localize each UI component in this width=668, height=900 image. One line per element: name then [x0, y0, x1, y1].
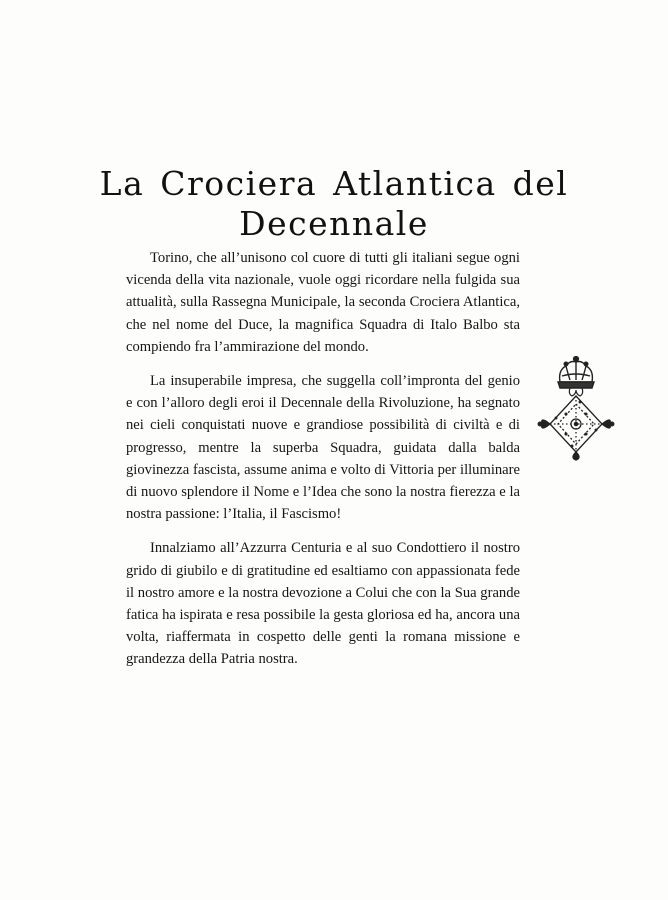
article-body	[126, 247, 520, 683]
paragraph-1: Torino, che all’unisono col cuore di tutti gli italiani segue ogni vicenda della vita nazionale, vuole oggi ricordare nella fulgida sua attualità, sulla Rassegna Municipale, la seconda Crociera Atlantica, che nel nome del Duce, la magnifica Squadra di Italo Balbo sta compiendo fra l’ammirazione del mondo.	[126, 250, 520, 355]
crowned-cross-emblem-icon	[536, 352, 616, 462]
page-title: La Crociera Atlantica del Decennale	[99, 164, 569, 243]
paragraph-3: Innalziamo all’Azzurra Centuria e al suo Condottiero il nostro grido di giubilo e di gratitudine ed esaltiamo con appassionata fede il nostro amore e la nostra devozione a Colui che con la Sua grande fatica ha ispirata e resa possibile la gesta gloriosa ed ha, ancora una volta, riaffermata in cospetto delle genti la romana missione e grandezza della Patria nostra.	[126, 540, 520, 668]
paragraph-2: La insuperabile impresa, che suggella coll’impronta del genio e con l’alloro degli eroi il Decennale della Rivoluzione, ha segnato nei cieli conquistati nuove e grandiose possibilità di civiltà e di progresso, mentre la superba Squadra, guidata dalla balda giovinezza fascista, assume anima e volto di Vittoria per illuminare di nuovo splendore il Nome e l’Idea che sono la nostra fierezza e la nostra passione: l’Italia, il Fascismo!	[126, 373, 520, 523]
